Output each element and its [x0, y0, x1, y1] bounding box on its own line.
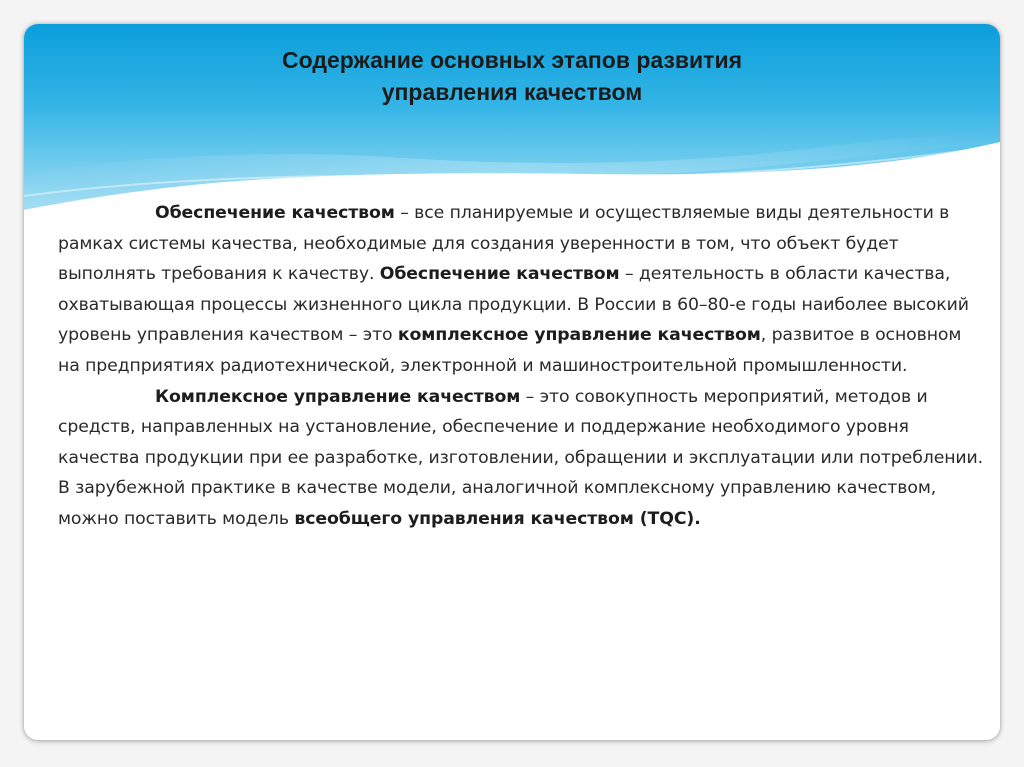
- slide-title-line-2: управления качеством: [381, 79, 643, 105]
- slide-title: [84, 44, 940, 108]
- definition-text: – все планируемые и осуществляемые виды деятельности в рамках системы качества, необходимые для создания уверенности в том, что объект будет выполнять требования к качеству.: [58, 203, 950, 285]
- paragraph-quality-assurance: [58, 198, 988, 382]
- definition-text-4: – это совокупность мероприятий, методов и средств, направленных на установление, обеспечение и поддержание необходимого уровня качества продукции при ее разработке, изготовлении, обращении и эксплуатации или потреблении. В зарубежной практике в качестве модели, аналогичной комплексному управлению качеством, можно поставить модель: [58, 386, 984, 529]
- term-quality-assurance-2: Обеспечение качеством: [379, 264, 620, 285]
- definition-text-2: – деятельность в области качества, охватывающая процессы жизненного цикла продукции. В России в 60–80-е годы наиболее высокий уровень управления качеством – это: [58, 264, 969, 346]
- paragraph-complex-quality-management: [58, 382, 988, 535]
- term-quality-assurance: Обеспечение качеством: [155, 203, 395, 223]
- term-complex-quality-management: комплексное управление качеством: [397, 325, 761, 346]
- slide-title-line-1: Содержание основных этапов развития: [282, 47, 742, 73]
- slide-body: [58, 198, 988, 535]
- definition-text-3: , развитое в основном на предприятиях радиотехнической, электронной и машиностроительной промышленности.: [58, 325, 962, 376]
- term-complex-quality-management-2: Комплексное управление качеством: [155, 386, 521, 407]
- slide: [24, 24, 1000, 740]
- term-tqc: всеобщего управления качеством (TQC).: [294, 508, 701, 529]
